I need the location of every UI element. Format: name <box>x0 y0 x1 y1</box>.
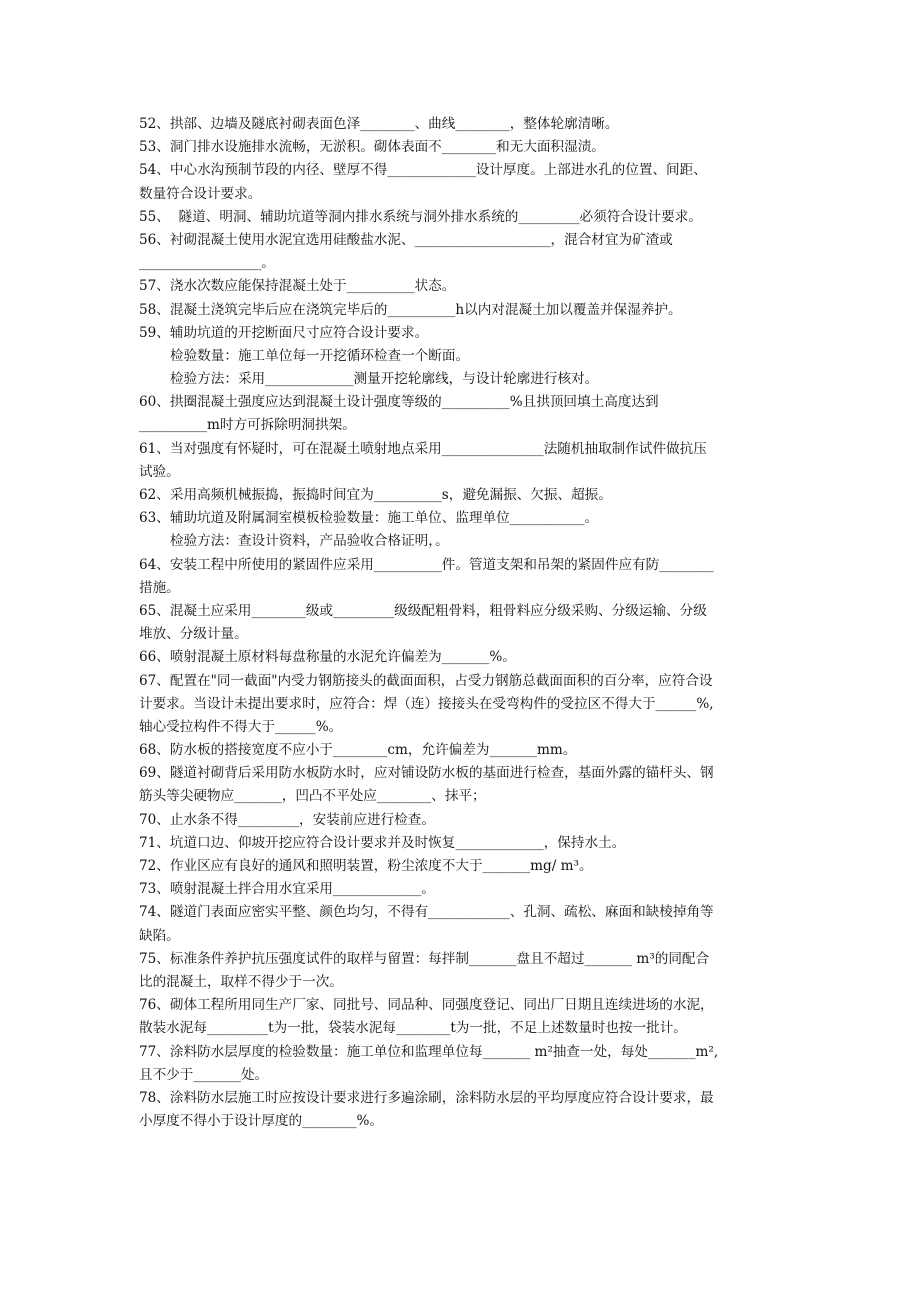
text-line: 检验数量：施工单位每一开挖循环检查一个断面。 <box>170 347 470 364</box>
text-line: 轴心受拉构件不得大于______%。 <box>139 718 343 735</box>
text-line: 55、 隧道、明洞、辅助坑道等洞内排水系统与洞外排水系统的_________必须符合设计要求。 <box>139 208 702 225</box>
text-line: __________________。 <box>139 255 275 272</box>
text-line: 检验方法：查设计资料，产品验收合格证明，。 <box>170 533 449 550</box>
text-line: 且不少于_______处。 <box>139 1066 269 1083</box>
text-line: 77、涂料防水层厚度的检验数量：施工单位和监理单位每_______ m²抽查一处，每处_______m², <box>139 1043 719 1060</box>
text-line: 68、防水板的搭接宽度不应小于________cm，允许偏差为_______mm。 <box>139 742 577 759</box>
text-line: 76、砌体工程所用同生产厂家、同批号、同品种、同强度登记、同出厂日期且连续进场的水泥， <box>139 997 714 1014</box>
text-line: 62、采用高频机械振捣，振捣时间宜为__________s，避免漏振、欠振、超振。 <box>139 487 612 503</box>
text-line: 54、中心水沟预制节段的内径、壁厚不得_____________设计厚度。上部进水孔的位置、间距、 <box>139 162 707 179</box>
text-line: 58、混凝土浇筑完毕后应在浇筑完毕后的__________h以内对混凝土加以覆盖并保湿养护。 <box>139 301 682 318</box>
text-line: 72、作业区应有良好的通风和照明装置，粉尘浓度不大于_______mg/ m³。 <box>139 858 593 874</box>
text-line: 比的混凝土，取样不得少于一次。 <box>139 973 343 990</box>
text-line: 56、衬砌混凝土使用水泥宜选用硅酸盐水泥、____________________，混合材宜为矿渣或 <box>139 231 673 248</box>
text-line: 筋头等尖硬物应_______，凹凸不平处应________、抹平； <box>139 788 486 805</box>
text-line: 73、喷射混凝土拌合用水宜采用_____________。 <box>139 881 435 898</box>
text-line: 71、坑道口边、仰坡开挖应符合设计要求并及时恢复_____________，保持水土。 <box>139 834 626 851</box>
text-line: 检验方法：采用_____________测量开挖轮廓线，与设计轮廓进行核对。 <box>170 371 599 388</box>
text-line: 堆放、分级计量。 <box>139 626 248 643</box>
text-line: 65、混凝土应采用________级或_________级级配粗骨料，粗骨料应分级采购、分级运输、分级 <box>139 602 707 619</box>
text-line: 69、隧道衬砌背后采用防水板防水时，应对铺设防水板的基面进行检查，基面外露的锚杆头、钢 <box>139 765 714 782</box>
text-line: 57、浇水次数应能保持混凝土处于__________状态。 <box>139 278 456 295</box>
text-line: 数量符合设计要求。 <box>139 185 262 202</box>
text-line: 散装水泥每_________t为一批，袋装水泥每________t为一批，不足上述数量时也按一批计。 <box>139 1020 687 1037</box>
text-line: 53、洞门排水设施排水流畅，无淤积。砌体表面不________和无大面积湿渍。 <box>139 139 605 156</box>
text-line: 67、配置在"同一截面"内受力钢筋接头的截面面积，占受力钢筋总截面面积的百分率，应符合设 <box>139 672 713 689</box>
text-line: 52、拱部、边墙及隧底衬砌表面色泽________、曲线________，整体轮廓清晰。 <box>139 116 619 132</box>
text-line: 试验。 <box>139 463 180 480</box>
text-line: 78、涂料防水层施工时应按设计要求进行多遍涂刷，涂料防水层的平均厚度应符合设计要求，最 <box>139 1089 714 1106</box>
document-body <box>139 113 789 1133</box>
text-line: 66、喷射混凝土原材料每盘称量的水泥允许偏差为_______%。 <box>139 649 516 666</box>
text-line: 小厚度不得小于设计厚度的________%。 <box>139 1113 384 1130</box>
text-line: 64、安装工程中所使用的紧固件应采用__________件。管道支架和吊架的紧固件应有防________ <box>139 556 714 573</box>
text-line: 措施。 <box>139 579 180 596</box>
text-line: 计要求。当设计未提出要求时，应符合：焊（连）接接头在受弯构件的受拉区不得大于______%, <box>139 695 714 712</box>
text-line: 74、隧道门表面应密实平整、颜色均匀，不得有____________、孔洞、疏松、麻面和缺棱掉角等 <box>139 904 714 921</box>
text-line: 61、当对强度有怀疑时，可在混凝土喷射地点采用_______________法随机抽取制作试件做抗压 <box>139 440 707 457</box>
text-line: 59、辅助坑道的开挖断面尺寸应符合设计要求。 <box>139 324 429 341</box>
text-line: 70、止水条不得_________，安装前应进行检查。 <box>139 811 435 828</box>
text-line: 缺陷。 <box>139 927 180 944</box>
text-line: 60、拱圈混凝土强度应达到混凝土设计强度等级的__________%且拱顶回填土高度达到 <box>139 394 659 411</box>
text-line: 63、辅助坑道及附属洞室模板检验数量：施工单位、监理单位___________。 <box>139 510 599 527</box>
text-line: __________m时方可拆除明洞拱架。 <box>139 417 356 434</box>
text-line: 75、标准条件养护抗压强度试件的取样与留置：每拌制_______盘且不超过_______ m³的同配合 <box>139 950 710 967</box>
